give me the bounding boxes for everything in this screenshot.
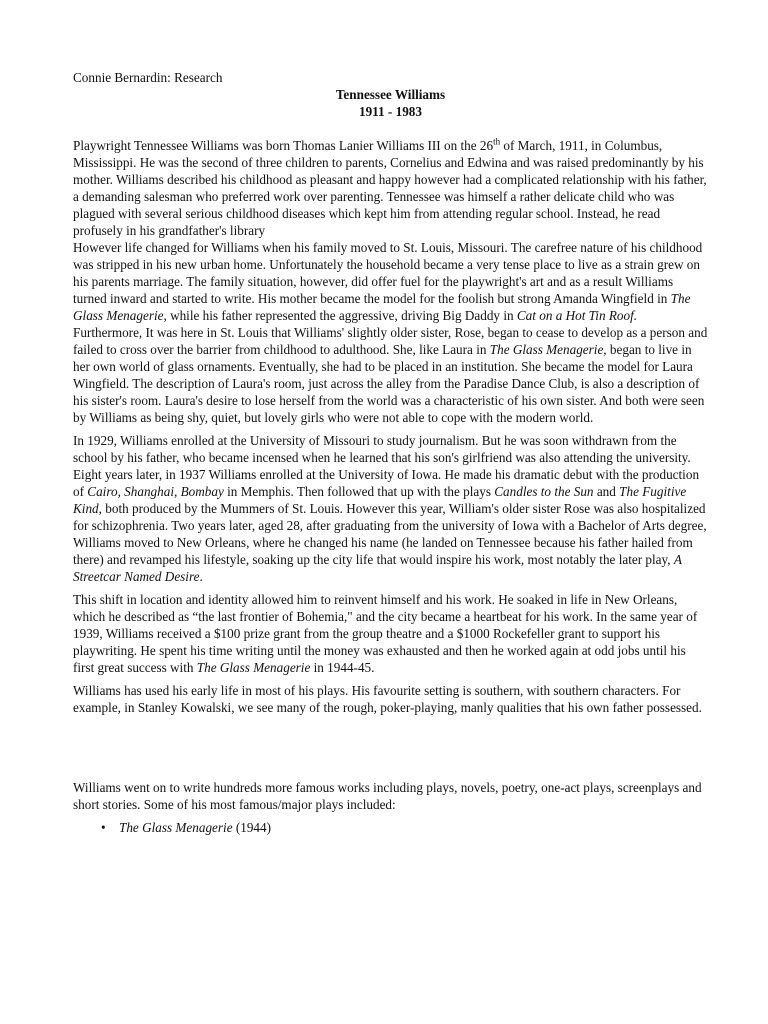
paragraph-early-life: Williams has used his early life in most of his plays. His favourite setting is southern, with southern characters. For example, in Stanley Kowalski, we see many of the rough, poker-playing, manly qualities that his own father possessed. xyxy=(73,683,702,715)
play-title: The Glass Menagerie xyxy=(73,291,691,323)
play-title: The Glass Menagerie xyxy=(119,820,233,835)
list-item xyxy=(101,819,708,836)
play-title: A Streetcar Named Desire xyxy=(73,552,682,584)
play-title: Cat on a Hot Tin Roof. xyxy=(516,308,638,323)
plays-list xyxy=(73,819,708,836)
play-title: The Glass Menagerie, xyxy=(489,342,607,357)
play-year: (1944) xyxy=(232,820,272,835)
play-title: The Glass Menagerie xyxy=(196,660,311,675)
paragraph-university: In 1929, Williams enrolled at the University of Missouri to study journalism. But he was soon withdrawn from the school by his father, who became incensed when he learned that his son's girlfriend was also attending the university. Eight years later, in 1937 Williams enrolled at the University of Iowa. He made his dramatic debut with the production of Cairo, Shanghai, Bombay in Memphis. Then followed that up with the plays Candles to the Sun and The Fugitive Kind, both produced by the Mummers of St. Louis. However this year, William's older sister Rose was also hospitalized for schizophrenia. Two years later, aged 28, after graduating from the university of Iowa with a Bachelor of Arts degree, Williams moved to New Orleans, where he changed his name (he landed on Tennessee because his father hailed from there) and revamped his lifestyle, soaking up the city life that would inspire his work, most notably the later play, A Streetcar Named Desire. xyxy=(73,433,707,584)
title-dates: 1911 - 1983 xyxy=(358,104,422,119)
author-line: Connie Bernardin: Research xyxy=(73,70,223,85)
play-title: Candles to the Sun xyxy=(494,484,594,499)
paragraph-birth: Playwright Tennessee Williams was born Thomas Lanier Williams III on the 26th of March, 1911, in Columbus, Mississippi. He was the second of three children to parents, Cornelius and Edwina and was raised predominantly by his mother. Williams described his childhood as pleasant and happy however had a complicated relationship with his father, a demanding salesman who preferred work over parenting. Tennessee was himself a rather delicate child who was plagued with several serious childhood diseases which kept him from attending regular school. Instead, he read profusely in his grandfather's library xyxy=(73,136,707,238)
paragraph-new-orleans: This shift in location and identity allowed him to reinvent himself and his work. He soaked in life in New Orleans, which he described as “the last frontier of Bohemia," and the city became a heartbeat for his work. In the same year of 1939, Williams received a $100 prize grant from the group theatre and a $1000 Rockefeller grant to support his playwriting. He spent his time writing until the money was exhausted and then he worked again at odd jobs until his first great success with The Glass Menagerie in 1944-45. xyxy=(73,592,698,675)
play-title: Cairo, Shanghai, Bombay xyxy=(87,484,224,499)
paragraph-st-louis: However life changed for Williams when his family moved to St. Louis, Missouri. The carefree nature of his childhood was stripped in his new urban home. Unfortunately the household became a very tense place to live as a strain grew on his parents marriage. The family situation, however, did offer fuel for the playwright's art and as a result Williams turned inward and started to write. His mother became the model for the foolish but strong Amanda Wingfield in The Glass Menagerie, while his father represented the aggressive, driving Big Daddy in Cat on a Hot Tin Roof. Furthermore, It was here in St. Louis that Williams' slightly older sister, Rose, began to cease to develop as a person and failed to cross over the barrier from childhood to adulthood. She, like Laura in The Glass Menagerie, began to live in her own world of glass ornaments. Eventually, she had to be placed in an institution. She became the model for Laura Wingfield. The description of Laura's room, just across the alley from the Paradise Dance Club, is also a description of his sister's room. Laura's desire to lose herself from the world was a characteristic of his own sister. And both were seen by Williams as being shy, quiet, but lovely girls who were not able to cope with the modern world. xyxy=(73,240,708,425)
play-title: The Fugitive Kind xyxy=(73,484,687,516)
ordinal-suffix: th xyxy=(493,136,501,147)
document-title xyxy=(73,86,708,120)
paragraph-famous-works: Williams went on to write hundreds more famous works including plays, novels, poetry, one-act plays, screenplays and short stories. Some of his most famous/major plays included: xyxy=(73,780,702,812)
title-name: Tennessee Williams xyxy=(335,87,446,102)
